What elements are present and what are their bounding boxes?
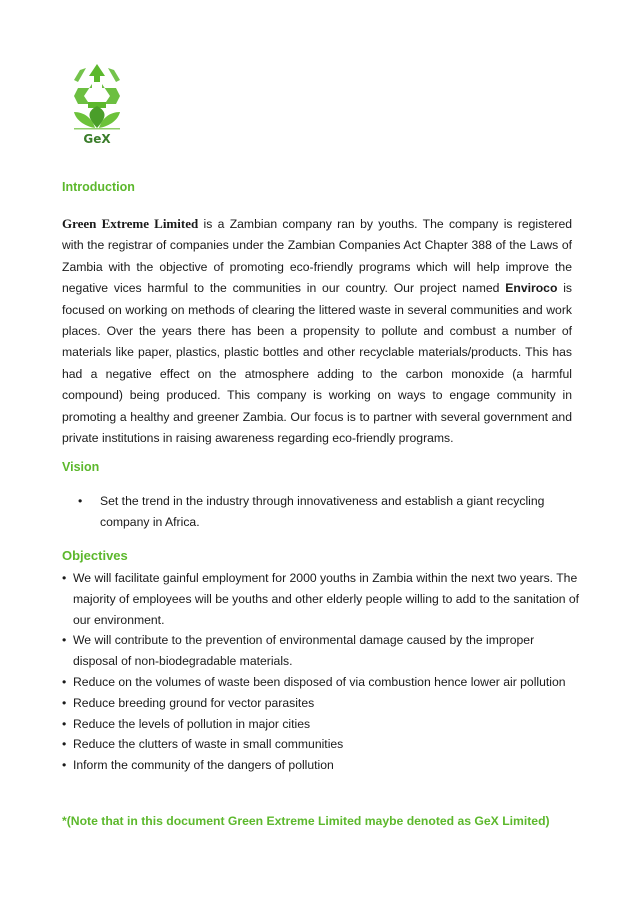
intro-text-part-1: is a Zambian company ran by youths. The company is registered with the registrar of companies under the Zambian Companies Act Chapter 388 of the Laws of Zambia with the objective of promoting eco-friendly programs which will help improve the negative vices harmful to the communities in our country. Our project named xyxy=(62,217,572,296)
objectives-heading: Objectives xyxy=(62,548,128,563)
objectives-list xyxy=(62,568,582,776)
objective-item: • Reduce breeding ground for vector parasites xyxy=(62,693,582,714)
objective-item: • Reduce the levels of pollution in major cities xyxy=(62,714,582,735)
objective-item: • Reduce on the volumes of waste been disposed of via combustion hence lower air pollution xyxy=(62,672,582,693)
note-text: *(Note that in this document Green Extreme Limited maybe denoted as GeX Limited) xyxy=(62,814,550,828)
company-name: Green Extreme Limited xyxy=(62,216,199,231)
project-name: Enviroco xyxy=(505,281,558,296)
recycle-leaf-icon xyxy=(64,58,130,132)
vision-item: • Set the trend in the industry through innovativeness and establish a giant recycling company in Africa. xyxy=(78,491,558,533)
gex-logo xyxy=(64,58,130,148)
objective-item: • Reduce the clutters of waste in small communities xyxy=(62,734,582,755)
vision-list xyxy=(78,491,558,533)
logo-text: GeX xyxy=(83,132,111,146)
objective-item: • We will contribute to the prevention of environmental damage caused by the improper disposal of non-biodegradable materials. xyxy=(62,630,582,672)
vision-heading: Vision xyxy=(62,460,100,474)
introduction-heading: Introduction xyxy=(62,180,135,194)
objective-item: • We will facilitate gainful employment for 2000 youths in Zambia within the next two years. The majority of employees will be youths and other elderly people willing to add to the sanitation of our environment. xyxy=(62,568,582,630)
introduction-paragraph xyxy=(62,213,572,449)
intro-text-part-2: is focused on working on methods of clearing the littered waste in several communities and work places. Over the years there has been a propensity to pollute and combust a number of materials like paper, plastics, plastic bottles and other recyclable materials/products. This has had a negative effect on the atmosphere adding to the carbon monoxide (a harmful compound) being produced. This company is working on ways to engage community in promoting a healthy and greener Zambia. Our focus is to partner with several government and private institutions in raising awareness regarding eco-friendly programs. xyxy=(62,281,573,446)
objective-item: • Inform the community of the dangers of pollution xyxy=(62,755,582,776)
